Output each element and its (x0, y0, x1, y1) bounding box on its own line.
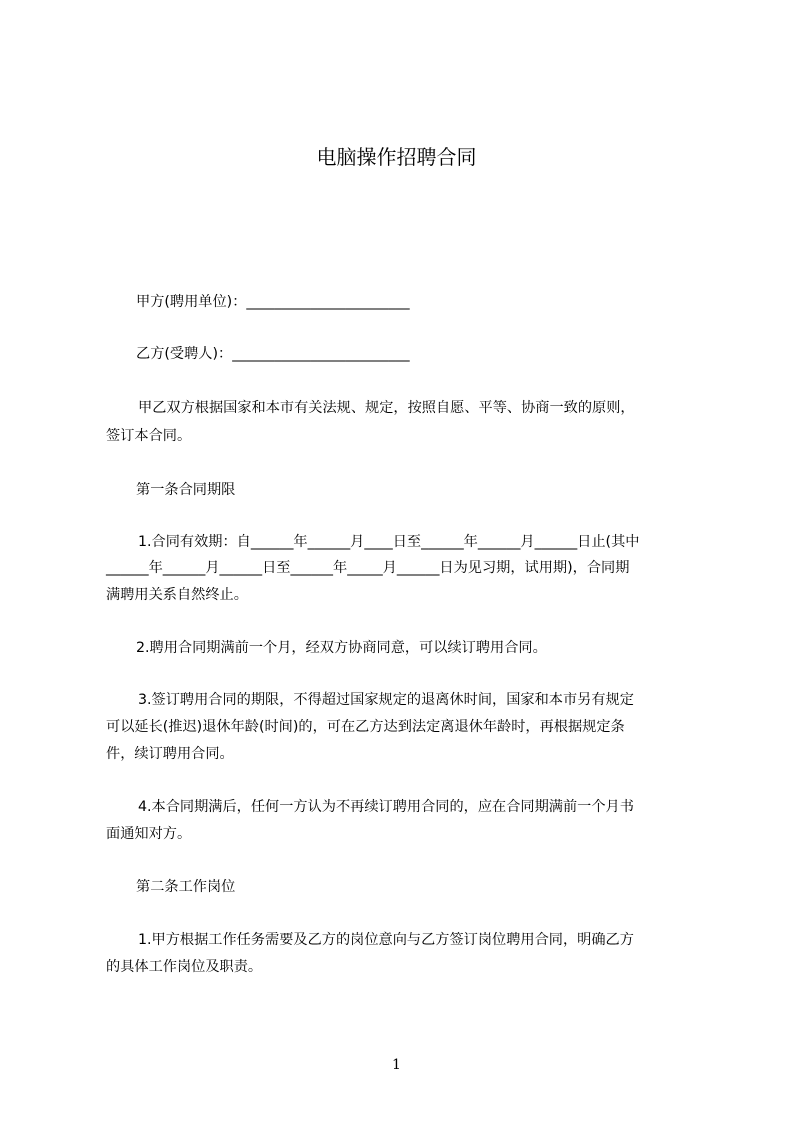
article-1-clause-1-line-1: 1.合同有效期：自______年______月____日至______年______月______日止(其中 (138, 534, 640, 550)
article-2-clause-1-line-1: 1.甲方根据工作任务需要及乙方的岗位意向与乙方签订岗位聘用合同，明确乙方 (138, 932, 634, 948)
intro-line-2: 签订本合同。 (106, 428, 192, 444)
article-1-clause-1-line-2: ______年______月______日至______年_____月______日为见习期，试用期)，合同期 (106, 560, 630, 576)
article-1-clause-1-line-3: 满聘用关系自然终止。 (106, 587, 248, 603)
page-number: 1 (392, 1057, 401, 1073)
article-1-clause-4-line-2: 面通知对方。 (106, 826, 192, 842)
article-1-clause-3-line-3: 件，续订聘用合同。 (106, 746, 234, 762)
article-1-clause-2-line-1: 2.聘用合同期满前一个月，经双方协商同意，可以续订聘用合同。 (136, 640, 547, 656)
article-2-clause-1-line-2: 的具体工作岗位及职责。 (106, 959, 263, 975)
article-1-clause-4-line-1: 4.本合同期满后，任何一方认为不再续订聘用合同的，应在合同期满前一个月书 (138, 799, 634, 815)
intro-line-1: 甲乙双方根据国家和本市有关法规、规定，按照自愿、平等、协商一致的原则， (138, 400, 635, 416)
article-2-heading: 第二条工作岗位 (136, 879, 236, 895)
party-a-line: 甲方(聘用单位)：_______________________ (136, 294, 410, 310)
article-1-clause-3-line-1: 3.签订聘用合同的期限，不得超过国家规定的退离休时间，国家和本市另有规定 (138, 692, 634, 708)
article-1-clause-3-line-2: 可以延长(推迟)退休年龄(时间)的，可在乙方达到法定离退休年龄时，再根据规定条 (106, 719, 625, 735)
article-1-heading: 第一条合同期限 (136, 482, 236, 498)
party-b-line: 乙方(受聘人)：_________________________ (136, 346, 410, 362)
document-title: 电脑操作招聘合同 (316, 145, 477, 169)
